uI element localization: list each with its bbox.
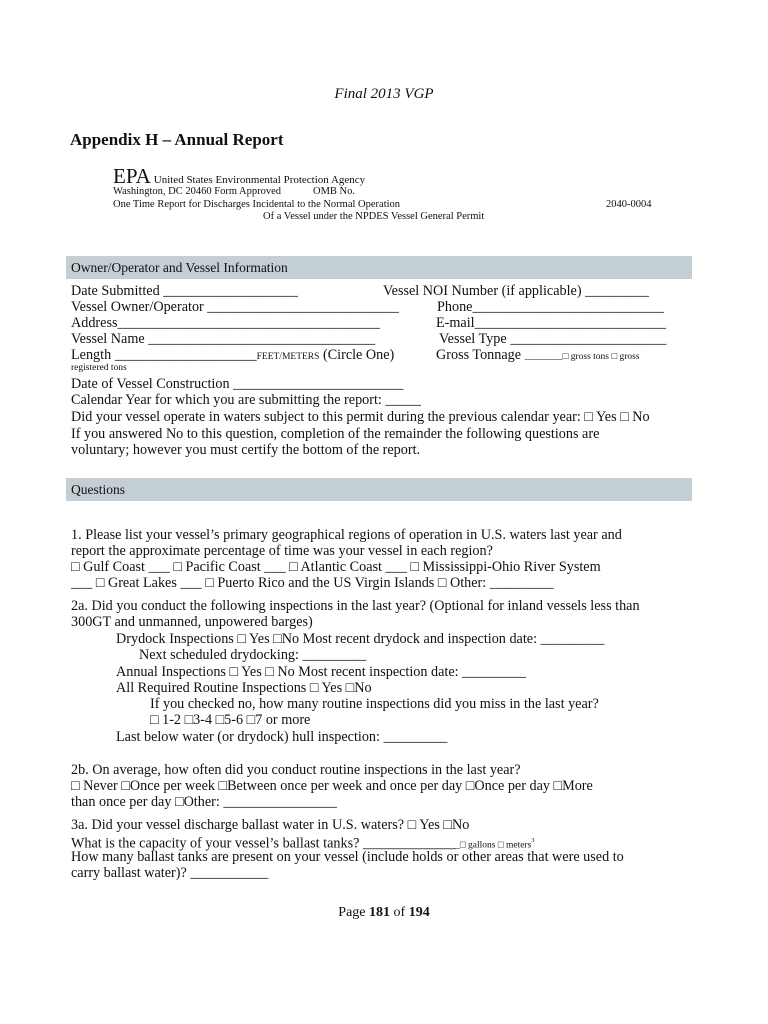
question-2a-line-1: 2a. Did you conduct the following inspections in the last year? (Optional for inland vessels less than <box>71 598 640 614</box>
length-units: FEET/METERS <box>256 352 320 362</box>
annual-inspections-row[interactable]: Annual Inspections □ Yes □ No Most recent inspection date: _________ <box>116 664 527 680</box>
question-2a-line-2: 300GT and unmanned, unpowered barges) <box>71 614 313 630</box>
omb-label: OMB No. <box>313 186 356 197</box>
registered-tons-note: registered tons <box>71 363 127 373</box>
epa-acronym: EPA <box>113 164 151 188</box>
section-heading-questions: Questions <box>66 478 692 501</box>
length-label: Length ____________________ <box>71 347 257 363</box>
appendix-title: Appendix H – Annual Report <box>70 130 284 149</box>
missed-inspections-options[interactable]: □ 1-2 □3-4 □5-6 □7 or more <box>150 712 311 728</box>
vessel-name-field[interactable]: Vessel Name ________________________________ <box>71 331 376 347</box>
no-answer-note-1: If you answered No to this question, completion of the remainder the following questions are <box>71 426 600 442</box>
question-3a-line-1[interactable]: 3a. Did your vessel discharge ballast water in U.S. waters? □ Yes □No <box>71 817 470 833</box>
omb-number: 2040-0004 <box>606 199 652 210</box>
hull-inspection-field[interactable]: Last below water (or drydock) hull inspection: _________ <box>116 729 448 745</box>
gross-tonnage-field[interactable] <box>436 347 640 365</box>
calendar-year-field[interactable]: Calendar Year for which you are submitting the report: _____ <box>71 392 421 408</box>
address-field[interactable]: Address_____________________________________ <box>71 315 380 331</box>
owner-operator-field[interactable]: Vessel Owner/Operator ___________________________ <box>71 299 399 315</box>
page-footer <box>0 905 768 921</box>
epa-address: Washington, DC 20460 Form Approved <box>113 186 282 197</box>
gross-tonnage-options: ________□ gross tons □ gross <box>524 352 640 362</box>
phone-field[interactable]: Phone___________________________ <box>437 299 664 315</box>
next-drydocking-field[interactable]: Next scheduled drydocking: _________ <box>139 647 367 663</box>
form-title-line-2: Of a Vessel under the NPDES Vessel General Permit <box>263 211 485 222</box>
operate-question[interactable]: Did your vessel operate in waters subject to this permit during the previous calendar year: □ Yes □ No <box>71 409 650 425</box>
question-1-regions-1[interactable]: □ Gulf Coast ___ □ Pacific Coast ___ □ Atlantic Coast ___ □ Mississippi-Ohio River System <box>71 559 601 575</box>
routine-inspections-row[interactable]: All Required Routine Inspections □ Yes □No <box>116 680 372 696</box>
question-2b-options-2[interactable]: than once per day □Other: ________________ <box>71 794 337 810</box>
ballast-tanks-count-field[interactable]: carry ballast water)? ___________ <box>71 865 269 881</box>
running-header: Final 2013 VGP <box>334 86 434 102</box>
page-word: Page <box>338 905 370 920</box>
missed-inspections-question: If you checked no, how many routine inspections did you miss in the last year? <box>150 696 599 712</box>
ballast-capacity-label: What is the capacity of your vessel’s ballast tanks? _____________ <box>71 835 456 852</box>
question-2b-line-1: 2b. On average, how often did you conduct routine inspections in the last year? <box>71 762 521 778</box>
question-1-regions-2[interactable]: ___ □ Great Lakes ___ □ Puerto Rico and the US Virgin Islands □ Other: _________ <box>71 575 554 591</box>
ballast-capacity-units: _□ gallons □ meters <box>455 840 532 851</box>
question-3a-line-3: How many ballast tanks are present on your vessel (include holds or other areas that were used to <box>71 849 624 865</box>
no-answer-note-2: voluntary; however you must certify the bottom of the report. <box>71 442 421 458</box>
of-word: of <box>390 905 409 920</box>
email-field[interactable]: E-mail___________________________ <box>436 315 667 331</box>
question-1-line-2: report the approximate percentage of time was your vessel in each region? <box>71 543 493 559</box>
question-2b-options-1[interactable]: □ Never □Once per week □Between once per week and once per day □Once per day □More <box>71 778 593 794</box>
date-construction-field[interactable]: Date of Vessel Construction ________________________ <box>71 376 404 392</box>
circle-one-note: (Circle One) <box>319 347 395 363</box>
date-submitted-field[interactable]: Date Submitted ___________________ <box>71 283 298 299</box>
page-total: 194 <box>408 905 430 920</box>
drydock-inspections-row[interactable]: Drydock Inspections □ Yes □No Most recent drydock and inspection date: _________ <box>116 631 605 647</box>
section-heading-owner: Owner/Operator and Vessel Information <box>66 256 692 279</box>
cubic-superscript: 3 <box>531 837 535 844</box>
question-1-line-1: 1. Please list your vessel’s primary geographical regions of operation in U.S. waters last year and <box>71 527 622 543</box>
form-title-line-1: One Time Report for Discharges Incidental to the Normal Operation <box>113 199 401 210</box>
gross-tonnage-label: Gross Tonnage <box>436 347 525 363</box>
vessel-noi-field[interactable]: Vessel NOI Number (if applicable) _________ <box>383 283 649 299</box>
epa-agency-name: United States Environmental Protection Agency <box>153 174 366 186</box>
page-number: 181 <box>369 905 391 920</box>
vessel-type-field[interactable]: Vessel Type ______________________ <box>439 331 667 347</box>
